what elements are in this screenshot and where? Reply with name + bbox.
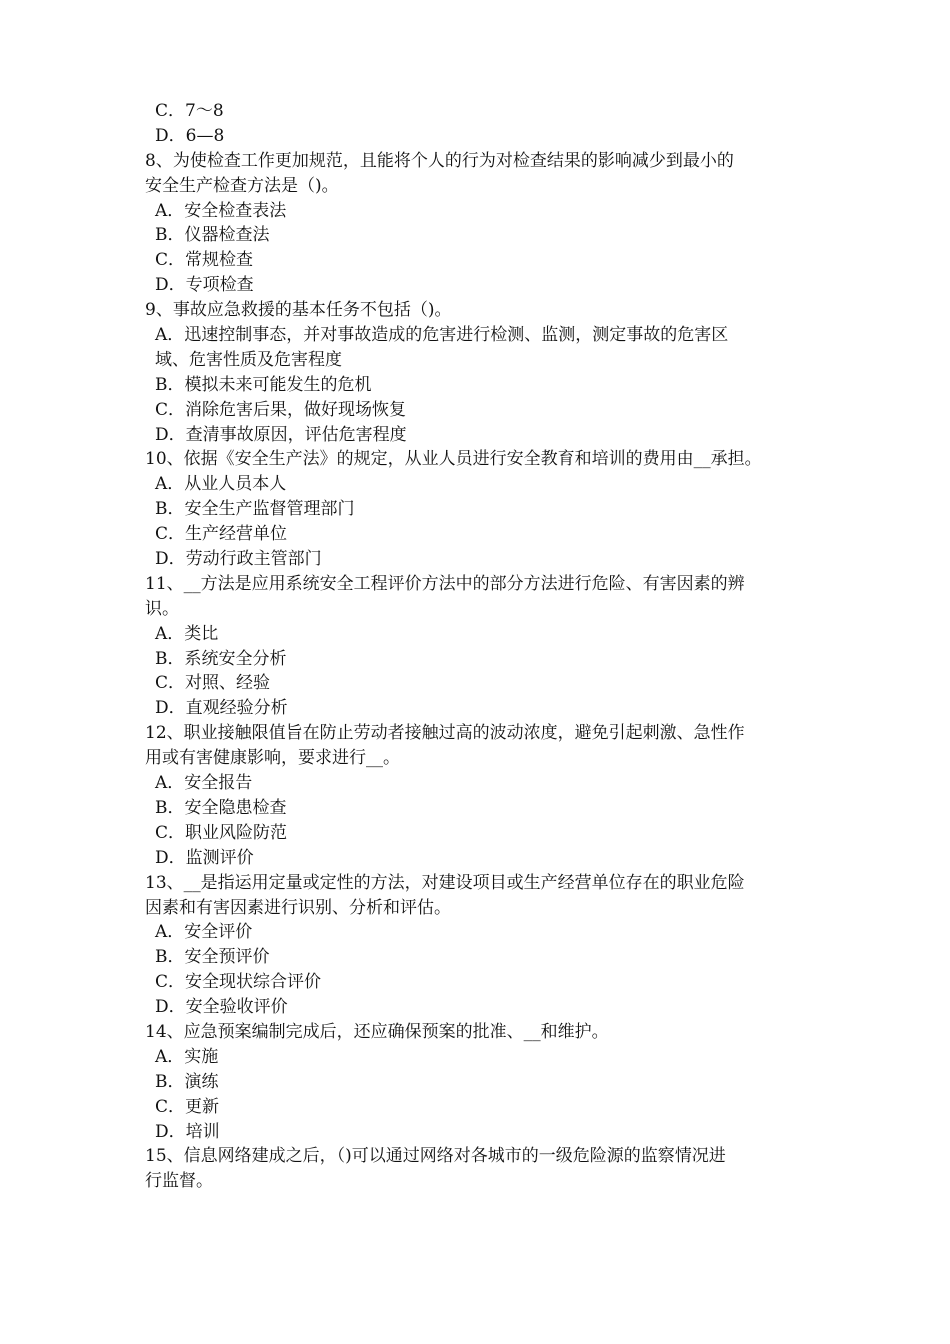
option-line: B．仪器检查法 <box>155 225 270 246</box>
option-line: B．安全生产监督管理部门 <box>155 499 355 520</box>
question-line: 11、__方法是应用系统安全工程评价方法中的部分方法进行危险、有害因素的辨 <box>145 573 745 594</box>
option-line: C．安全现状综合评价 <box>155 972 322 993</box>
answer-option <box>145 423 813 448</box>
answer-option <box>145 497 813 522</box>
question-line: 因素和有害因素进行识别、分析和评估。 <box>145 897 451 918</box>
option-line: C．消除危害后果，做好现场恢复 <box>155 399 407 420</box>
answer-option <box>145 273 813 298</box>
question-line: 用或有害健康影响，要求进行__。 <box>145 748 400 769</box>
option-line: C．职业风险防范 <box>155 822 288 843</box>
answer-option <box>145 821 813 846</box>
answer-option <box>145 124 813 149</box>
question-text <box>145 447 813 472</box>
option-line: D．查清事故原因，评估危害程度 <box>155 424 407 445</box>
answer-option <box>145 696 813 721</box>
option-line: A．安全报告 <box>155 773 253 794</box>
option-line: B．演练 <box>155 1071 219 1092</box>
option-line: A．从业人员本人 <box>155 474 287 495</box>
question-line: 13、__是指运用定量或定性的方法，对建设项目或生产经营单位存在的职业危险 <box>145 872 745 893</box>
question-text <box>145 572 813 622</box>
option-line: D．直观经验分析 <box>155 698 288 719</box>
question-text <box>145 1144 813 1194</box>
answer-option <box>145 1120 813 1145</box>
option-line: D．6—8 <box>155 125 225 146</box>
question-line: 安全生产检查方法是（)。 <box>145 175 339 196</box>
answer-option <box>145 1095 813 1120</box>
question-line: 15、信息网络建成之后，（)可以通过网络对各城市的一级危险源的监察情况进 <box>145 1146 726 1167</box>
option-line: 域、危害性质及危害程度 <box>155 349 342 370</box>
option-line: A．安全评价 <box>155 922 253 943</box>
answer-option <box>145 547 813 572</box>
answer-option <box>145 970 813 995</box>
option-line: A．迅速控制事态，并对事故造成的危害进行检测、监测，测定事故的危害区 <box>155 325 729 346</box>
answer-option <box>145 995 813 1020</box>
document-body <box>145 99 813 1194</box>
answer-option <box>145 920 813 945</box>
answer-option <box>145 771 813 796</box>
option-line: C．更新 <box>155 1096 220 1117</box>
answer-option <box>145 846 813 871</box>
answer-option <box>145 796 813 821</box>
option-line: D．劳动行政主管部门 <box>155 549 322 570</box>
option-line: D．监测评价 <box>155 847 254 868</box>
option-line: C．7～8 <box>155 101 224 121</box>
question-line: 9、事故应急救援的基本任务不包括（)。 <box>145 300 452 321</box>
option-line: A．实施 <box>155 1046 219 1067</box>
question-text <box>145 298 813 323</box>
question-text <box>145 149 813 199</box>
option-line: C．生产经营单位 <box>155 524 288 545</box>
option-line: B．模拟未来可能发生的危机 <box>155 374 372 395</box>
option-line: C．对照、经验 <box>155 673 271 694</box>
answer-option <box>145 522 813 547</box>
answer-option <box>145 1070 813 1095</box>
option-line: D．专项检查 <box>155 275 254 296</box>
answer-option <box>145 647 813 672</box>
option-line: D．安全验收评价 <box>155 997 288 1018</box>
answer-option <box>145 248 813 273</box>
answer-option <box>145 398 813 423</box>
option-line: D．培训 <box>155 1121 220 1142</box>
answer-option <box>145 99 813 124</box>
option-line: A．安全检查表法 <box>155 200 287 221</box>
question-line: 14、应急预案编制完成后，还应确保预案的批准、__和维护。 <box>145 1021 609 1042</box>
answer-option <box>145 472 813 497</box>
answer-option <box>145 199 813 224</box>
question-line: 8、为使检查工作更加规范，且能将个人的行为对检查结果的影响减少到最小的 <box>145 150 734 171</box>
question-line: 识。 <box>145 598 179 619</box>
question-line: 12、职业接触限值旨在防止劳动者接触过高的波动浓度，避免引起刺激、急性作 <box>145 723 745 744</box>
option-line: B．安全隐患检查 <box>155 797 287 818</box>
answer-option <box>145 223 813 248</box>
answer-option <box>145 671 813 696</box>
question-text <box>145 721 813 771</box>
option-line: B．系统安全分析 <box>155 648 287 669</box>
option-line: C．常规检查 <box>155 250 254 271</box>
option-line: A．类比 <box>155 623 219 644</box>
answer-option <box>145 373 813 398</box>
answer-option <box>145 1045 813 1070</box>
answer-option <box>145 945 813 970</box>
answer-option <box>145 323 813 373</box>
option-line: B．安全预评价 <box>155 947 270 968</box>
question-text <box>145 871 813 921</box>
question-line: 10、依据《安全生产法》的规定，从业人员进行安全教育和培训的费用由__承担。 <box>145 449 762 470</box>
question-line: 行监督。 <box>145 1171 213 1192</box>
answer-option <box>145 622 813 647</box>
question-text <box>145 1020 813 1045</box>
